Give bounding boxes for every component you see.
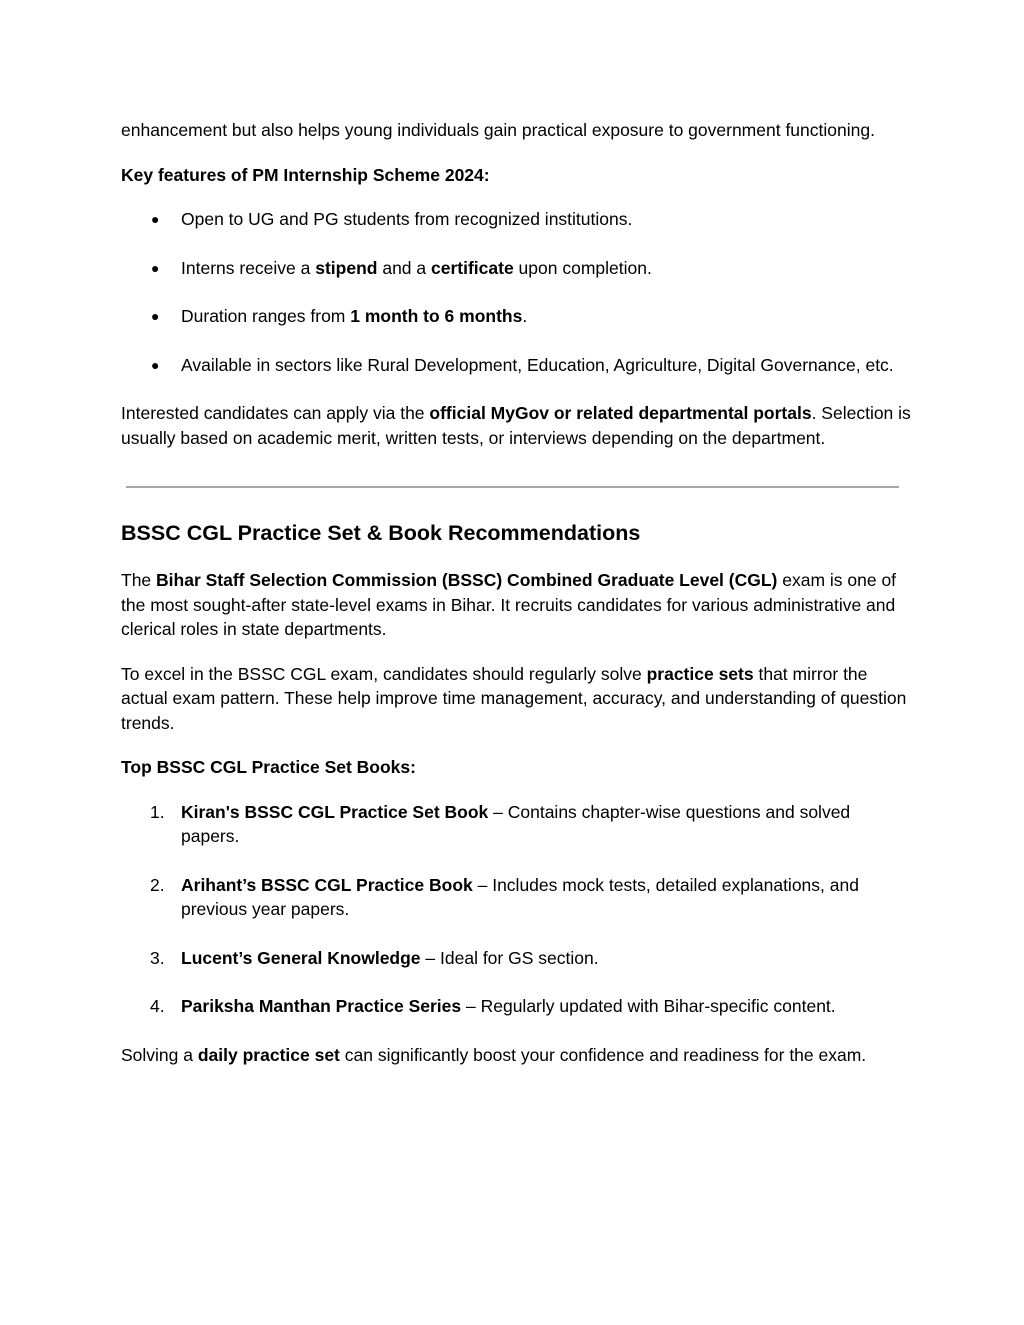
bullet-marker: ●: [151, 259, 160, 276]
list-item: ● Open to UG and PG students from recognized institutions.: [121, 207, 911, 232]
list-number: 1.: [150, 801, 165, 822]
bullet-marker: ●: [151, 356, 160, 373]
list-item: ● Duration ranges from 1 month to 6 months.: [121, 304, 911, 329]
list-item: ● Available in sectors like Rural Development, Education, Agriculture, Digital Governance, etc.: [121, 353, 911, 378]
books-heading: Top BSSC CGL Practice Set Books:: [121, 757, 416, 777]
practice-sets-paragraph: To excel in the BSSC CGL exam, candidates should regularly solve practice sets that mirror the actual exam pattern. These help improve time management, accuracy, and understanding of question trends.: [121, 663, 907, 733]
list-item: ● Interns receive a stipend and a certificate upon completion.: [121, 256, 911, 281]
bullet-marker: ●: [151, 308, 160, 324]
bullet-marker: ●: [151, 211, 160, 227]
key-features-heading: Key features of PM Internship Scheme 2024:: [121, 164, 490, 185]
list-item: 3. Lucent’s General Knowledge – Ideal for GS section.: [121, 946, 911, 971]
books-list: [121, 800, 911, 1019]
list-number: 2.: [150, 874, 165, 895]
list-item: 4. Pariksha Manthan Practice Series – Regularly updated with Bihar-specific content.: [121, 994, 911, 1019]
apply-paragraph: Interested candidates can apply via the official MyGov or related departmental portals. Selection is usually based on academic merit, written tests, or interviews depending on the department.: [121, 403, 911, 448]
document-page: [121, 118, 911, 1067]
list-number: 3.: [150, 947, 165, 968]
horizontal-divider: [126, 486, 899, 488]
list-item: 2. Arihant’s BSSC CGL Practice Book – Includes mock tests, detailed explanations, and previous year papers.: [150, 874, 859, 919]
list-item: 1. Kiran's BSSC CGL Practice Set Book – Contains chapter-wise questions and solved papers.: [150, 801, 851, 846]
key-features-list: [121, 207, 911, 377]
bssc-intro-paragraph: The Bihar Staff Selection Commission (BSSC) Combined Graduate Level (CGL) exam is one of the most sought-after state-level exams in Bihar. It recruits candidates for various administrative and clerical roles in state departments.: [121, 570, 897, 639]
list-number: 4.: [150, 996, 165, 1016]
closing-paragraph: Solving a daily practice set can significantly boost your confidence and readiness for the exam.: [121, 1044, 867, 1065]
intro-paragraph: enhancement but also helps young individuals gain practical exposure to government functioning.: [121, 120, 875, 140]
section-heading: BSSC CGL Practice Set & Book Recommendations: [121, 521, 641, 545]
